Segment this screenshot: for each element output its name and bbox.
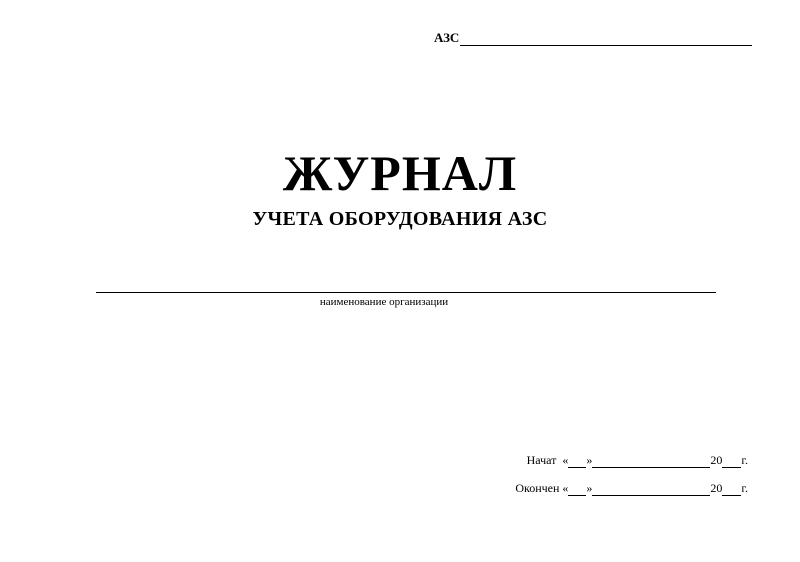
organization-blank-line <box>96 292 716 293</box>
started-year-suffix: г. <box>741 453 748 467</box>
started-label: Начат <box>526 453 557 467</box>
ended-open-quote: « <box>562 481 569 495</box>
ended-close-quote: » <box>586 481 593 495</box>
ended-year-blank <box>722 482 741 496</box>
journal-subtitle: УЧЕТА ОБОРУДОВАНИЯ АЗС <box>252 208 548 230</box>
started-close-quote: » <box>586 453 593 467</box>
started-year-prefix: 20 <box>710 453 723 467</box>
ended-label: Окончен <box>515 481 560 495</box>
started-open-quote: « <box>562 453 569 467</box>
journal-title: ЖУРНАЛ <box>282 145 518 201</box>
organization-caption: наименование организации <box>319 296 449 308</box>
azs-blank-line <box>460 31 752 46</box>
started-day-blank <box>568 454 586 468</box>
azs-field <box>434 30 752 46</box>
ended-month-blank <box>592 482 710 496</box>
ended-year-prefix: 20 <box>710 481 723 495</box>
started-year-blank <box>722 454 741 468</box>
ended-day-blank <box>568 482 586 496</box>
started-month-blank <box>592 454 710 468</box>
ended-date-row <box>515 481 748 496</box>
ended-year-suffix: г. <box>741 481 748 495</box>
started-date-row <box>527 453 748 468</box>
azs-label: АЗС <box>434 30 460 45</box>
